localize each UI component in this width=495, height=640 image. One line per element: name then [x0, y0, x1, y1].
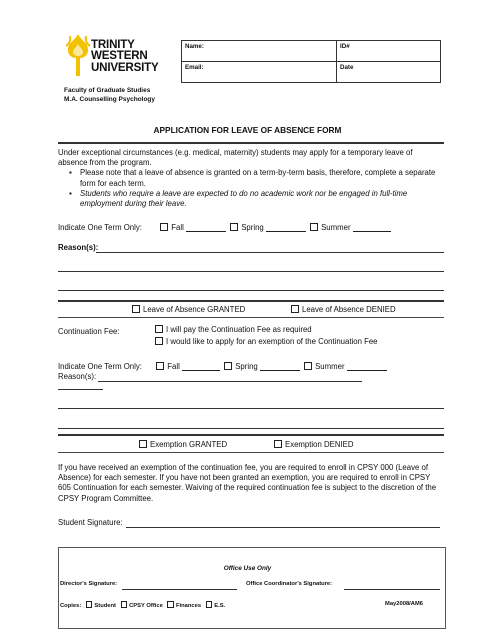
logo-line-2: WESTERN	[91, 49, 148, 63]
date-field[interactable]	[337, 62, 441, 83]
reasons-line-1a[interactable]	[96, 252, 444, 253]
leave-denied-row	[289, 305, 396, 315]
copy-finances-label: Finances	[175, 603, 202, 609]
copy-es-label: E.S.	[214, 603, 226, 609]
director-signature-line[interactable]	[122, 589, 237, 590]
exemption-denied-checkbox[interactable]	[274, 440, 282, 448]
copy-student-label: Student	[94, 603, 116, 609]
fall-blank-2[interactable]	[182, 362, 220, 371]
pay-fee-checkbox[interactable]	[155, 325, 163, 333]
office-use-title: Office Use Only	[223, 565, 272, 572]
office-use-box	[58, 547, 446, 629]
copies-label: Copies:	[60, 603, 82, 609]
name-field[interactable]	[182, 41, 337, 62]
reasons-line-2a[interactable]	[98, 381, 362, 382]
coordinator-signature-label: Office Coordinator's Signature:	[246, 581, 333, 587]
logo-line-1: TRINITY	[91, 38, 135, 51]
decision-divider-bottom-1	[58, 317, 444, 318]
reasons-row-2	[58, 372, 96, 382]
leave-decision-row	[130, 305, 245, 315]
summer-checkbox-1[interactable]	[310, 223, 318, 231]
decision-divider-top-1	[58, 300, 444, 302]
reasons-label-2: Reason(s):	[58, 372, 97, 381]
exemption-granted-checkbox[interactable]	[139, 440, 147, 448]
leave-denied-label: Leave of Absence DENIED	[302, 305, 396, 314]
faculty-line-1: Faculty of Graduate Studies	[64, 87, 151, 94]
spring-label-1: Spring	[241, 223, 264, 232]
exemption-denied-label: Exemption DENIED	[285, 440, 354, 449]
leave-granted-label: Leave of Absence GRANTED	[143, 305, 246, 314]
decision-divider-top-2	[58, 434, 444, 436]
faculty-line-2: M.A. Counselling Psychology	[64, 96, 156, 103]
leave-denied-checkbox[interactable]	[291, 305, 299, 313]
reasons-line-2c[interactable]	[58, 408, 444, 409]
spring-label-2: Spring	[235, 362, 258, 371]
fall-checkbox-1[interactable]	[160, 223, 168, 231]
torch-flame-icon	[64, 32, 92, 82]
student-signature-label: Student Signature:	[58, 518, 123, 527]
decision-divider-bottom-2	[58, 452, 444, 453]
leave-granted-checkbox[interactable]	[132, 305, 140, 313]
copy-student-checkbox[interactable]	[86, 601, 93, 608]
continuation-label: Continuation Fee:	[58, 327, 120, 336]
id-label: ID#	[340, 43, 350, 50]
logo-line-3: UNIVERSITY	[91, 60, 159, 74]
date-label: Date	[340, 64, 354, 71]
fall-label-1: Fall	[171, 223, 184, 232]
title-divider	[58, 142, 444, 144]
coordinator-signature-row	[246, 581, 332, 587]
fall-checkbox-2[interactable]	[156, 362, 164, 370]
continuation-option-2	[153, 337, 378, 347]
reasons-line-1b[interactable]	[58, 271, 444, 272]
continuation-option-1	[153, 325, 312, 335]
spring-checkbox-2[interactable]	[224, 362, 232, 370]
reasons-label-1: Reason(s):	[58, 243, 99, 252]
exemption-granted-label: Exemption GRANTED	[150, 440, 228, 449]
exemption-granted-row	[137, 440, 227, 450]
fall-label-2: Fall	[167, 362, 180, 371]
term-label-1: Indicate One Term Only:	[58, 223, 142, 232]
name-label: Name:	[185, 43, 204, 50]
form-code: May2008/AM6	[385, 601, 424, 607]
copy-cpsy-label: CPSY Office	[129, 603, 163, 609]
term-row-1	[58, 223, 391, 233]
exemption-request-checkbox[interactable]	[155, 337, 163, 345]
intro-section	[58, 148, 444, 209]
reasons-row-1	[58, 243, 98, 253]
exemption-denied-row	[272, 440, 353, 450]
summer-checkbox-2[interactable]	[304, 362, 312, 370]
copy-finances-checkbox[interactable]	[167, 601, 174, 608]
fall-blank-1[interactable]	[186, 223, 226, 232]
copy-cpsy-checkbox[interactable]	[121, 601, 128, 608]
faculty-block	[64, 86, 155, 104]
term-label-2: Indicate One Term Only:	[58, 362, 142, 371]
summer-label-2: Summer	[315, 362, 345, 371]
spring-checkbox-1[interactable]	[230, 223, 238, 231]
summer-blank-2[interactable]	[347, 362, 387, 371]
bullet-no-academic-work: ▪ Students who require a leave are expected to do no academic work nor be engaged in full-time employment during their leave.	[58, 189, 444, 209]
coordinator-signature-line[interactable]	[344, 589, 440, 590]
reasons-line-2d[interactable]	[58, 428, 444, 429]
exemption-request-label: I would like to apply for an exemption of the Continuation Fee	[166, 337, 378, 346]
reasons-line-2b[interactable]	[58, 389, 103, 390]
pay-fee-label: I will pay the Continuation Fee as required	[166, 325, 312, 334]
copies-row	[60, 601, 225, 609]
exemption-paragraph: If you have received an exemption of the continuation fee, you are required to enroll in CPSY 000 (Leave of Absence) for each semester. If you have not been granted an exemption, you are required to enroll in CPSY 605 Continuation for each semester. Waiving of the required continuation fee is subject to the discretion of the CPSY Program Committee.	[58, 463, 437, 503]
spring-blank-2[interactable]	[260, 362, 300, 371]
summer-label-1: Summer	[321, 223, 351, 232]
email-field[interactable]	[182, 62, 337, 83]
form-title: APPLICATION FOR LEAVE OF ABSENCE FORM	[153, 125, 342, 135]
id-field[interactable]	[337, 41, 441, 62]
director-signature-label: Director's Signature:	[60, 581, 118, 587]
student-info-table	[181, 40, 441, 83]
bullet-term-basis: ▪ Please note that a leave of absence is granted on a term-by-term basis, therefore, complete a separate form for each term.	[58, 168, 444, 188]
student-signature-row	[58, 518, 123, 528]
intro-paragraph: Under exceptional circumstances (e.g. medical, maternity) students may apply for a temporary leave of absence from the program.	[58, 148, 413, 168]
email-label: Email:	[185, 64, 204, 71]
reasons-line-1c[interactable]	[58, 290, 444, 291]
summer-blank-1[interactable]	[353, 223, 391, 232]
director-signature-row	[60, 581, 117, 587]
term-row-2	[58, 362, 387, 372]
student-signature-line[interactable]	[126, 527, 440, 528]
logo-wordmark	[91, 39, 159, 73]
copy-es-checkbox[interactable]	[206, 601, 213, 608]
spring-blank-1[interactable]	[266, 223, 306, 232]
